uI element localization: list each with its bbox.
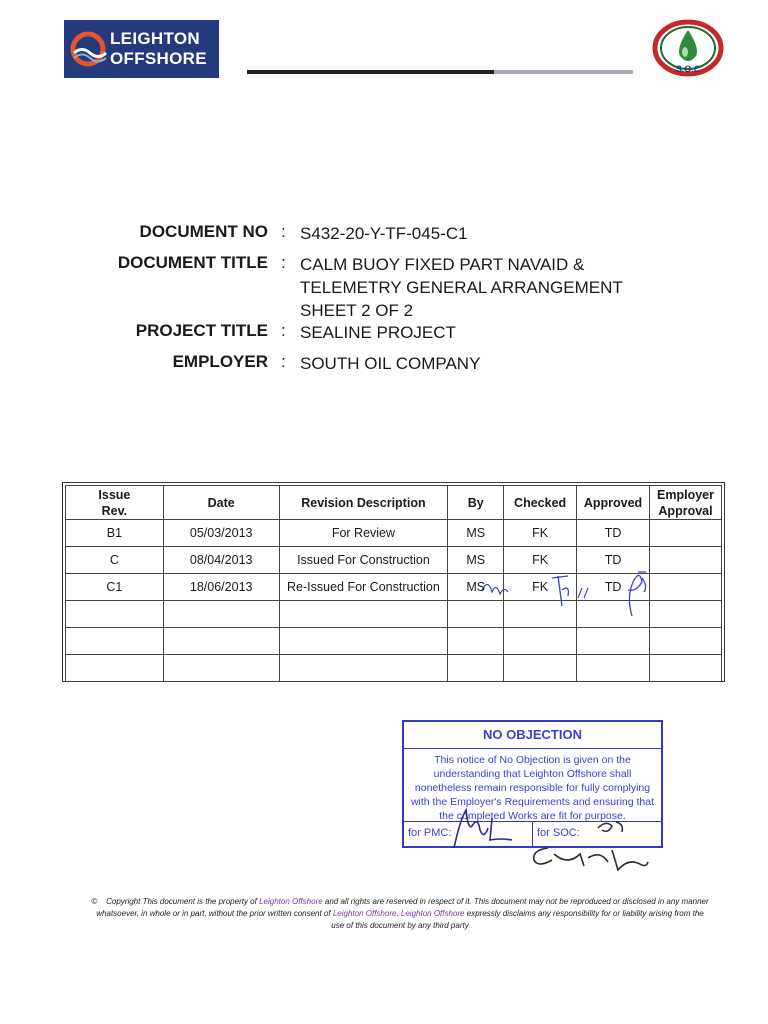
copyright-notice — [90, 896, 710, 932]
by-initials-signature — [480, 574, 510, 602]
doc-title-line1: CALM BUOY FIXED PART NAVAID & — [300, 255, 585, 274]
copyright-company2: Leighton Offshore — [332, 909, 397, 918]
checked-initials-signature — [548, 570, 596, 610]
cell-approved: TD — [577, 547, 650, 574]
copyright-company3: Leighton Offshore — [400, 909, 465, 918]
copyright-part2: and all rights are reserved in respect of it. This document may not be reproduced or disclosed in any manner whatsoever, in whole or in part, without the prior written consent of — [96, 897, 709, 918]
colon: : — [281, 253, 286, 272]
leighton-logo-text — [110, 29, 207, 69]
cell-description: Issued For Construction — [279, 547, 448, 574]
table-row — [66, 520, 722, 547]
cell-rev: C1 — [66, 574, 164, 601]
project-title-label: PROJECT TITLE — [135, 321, 268, 340]
header-by: By — [448, 486, 504, 520]
doc-no-value: S432-20-Y-TF-045-C1 — [300, 224, 468, 243]
pmc-signature — [448, 800, 518, 852]
colon: : — [281, 222, 286, 241]
cell-date: 08/04/2013 — [163, 547, 279, 574]
header-employer-approval: Employer Approval — [650, 486, 722, 520]
cell-checked: FK — [504, 520, 577, 547]
employer-value: SOUTH OIL COMPANY — [300, 354, 481, 373]
employer-label: EMPLOYER — [172, 352, 268, 371]
cell-rev: B1 — [66, 520, 164, 547]
cell-approved: TD — [577, 574, 650, 601]
header-checked: Checked — [504, 486, 577, 520]
header-rule — [247, 70, 633, 74]
copyright-part4: expressly disclaims any responsibility for or liability arising from the use of this document by any third party — [331, 909, 704, 930]
table-row-empty — [66, 628, 722, 655]
soc-logo — [648, 12, 728, 82]
soc-initials: S.O.C — [675, 64, 701, 74]
leighton-wave-icon — [64, 20, 110, 78]
stamp-for-soc: for SOC: — [532, 822, 661, 846]
logo-text-line2: OFFSHORE — [110, 49, 207, 68]
header-description: Revision Description — [279, 486, 448, 520]
cell-rev: C — [66, 547, 164, 574]
cell-employer — [650, 520, 722, 547]
stamp-body: This notice of No Objection is given on the understanding that Leighton Offshore shall nonetheless remain responsible for fully complying with the Employer's Requirements and ensuring that the completed Works are fit for purpose. — [410, 754, 655, 822]
cell-date: 18/06/2013 — [163, 574, 279, 601]
employer-row — [0, 352, 768, 378]
table-row-empty — [66, 655, 722, 682]
cell-description: For Review — [279, 520, 448, 547]
revision-table-header — [66, 486, 722, 520]
colon: : — [281, 352, 286, 371]
colon: : — [281, 321, 286, 340]
cell-employer — [650, 547, 722, 574]
cell-by: MS — [448, 520, 504, 547]
cell-description: Re-Issued For Construction — [279, 574, 448, 601]
doc-no-label: DOCUMENT NO — [139, 222, 268, 241]
cell-by: MS — [448, 574, 504, 601]
leighton-offshore-logo — [64, 20, 219, 78]
copyright-company1: Leighton Offshore — [259, 897, 323, 906]
copyright-part3: . — [396, 909, 401, 918]
doc-title-line3: SHEET 2 OF 2 — [300, 301, 414, 320]
cell-by: MS — [448, 547, 504, 574]
copyright-part1: Copyright This document is the property of — [106, 897, 260, 906]
doc-title-value — [300, 253, 623, 322]
cell-checked: FK — [504, 547, 577, 574]
doc-title-label: DOCUMENT TITLE — [117, 253, 268, 272]
doc-title-line2: TELEMETRY GENERAL ARRANGEMENT — [300, 278, 623, 297]
header-date: Date — [163, 486, 279, 520]
header-approved: Approved — [577, 486, 650, 520]
stamp-for-pmc: for PMC: — [408, 827, 452, 839]
cell-approved: TD — [577, 520, 650, 547]
logo-text-line1: LEIGHTON — [110, 29, 200, 48]
project-title-row — [0, 321, 768, 347]
stamp-title: NO OBJECTION — [404, 722, 661, 749]
cell-employer — [650, 574, 722, 601]
project-title-value: SEALINE PROJECT — [300, 323, 456, 342]
doc-no-row — [0, 222, 768, 248]
cell-checked: FK — [504, 574, 577, 601]
header-issue-rev: Issue Rev. — [66, 486, 164, 520]
cell-date: 05/03/2013 — [163, 520, 279, 547]
soc-signature — [528, 814, 652, 878]
copyright-symbol: © — [91, 897, 98, 906]
doc-title-row — [0, 253, 768, 320]
approved-initials-signature — [612, 566, 652, 622]
